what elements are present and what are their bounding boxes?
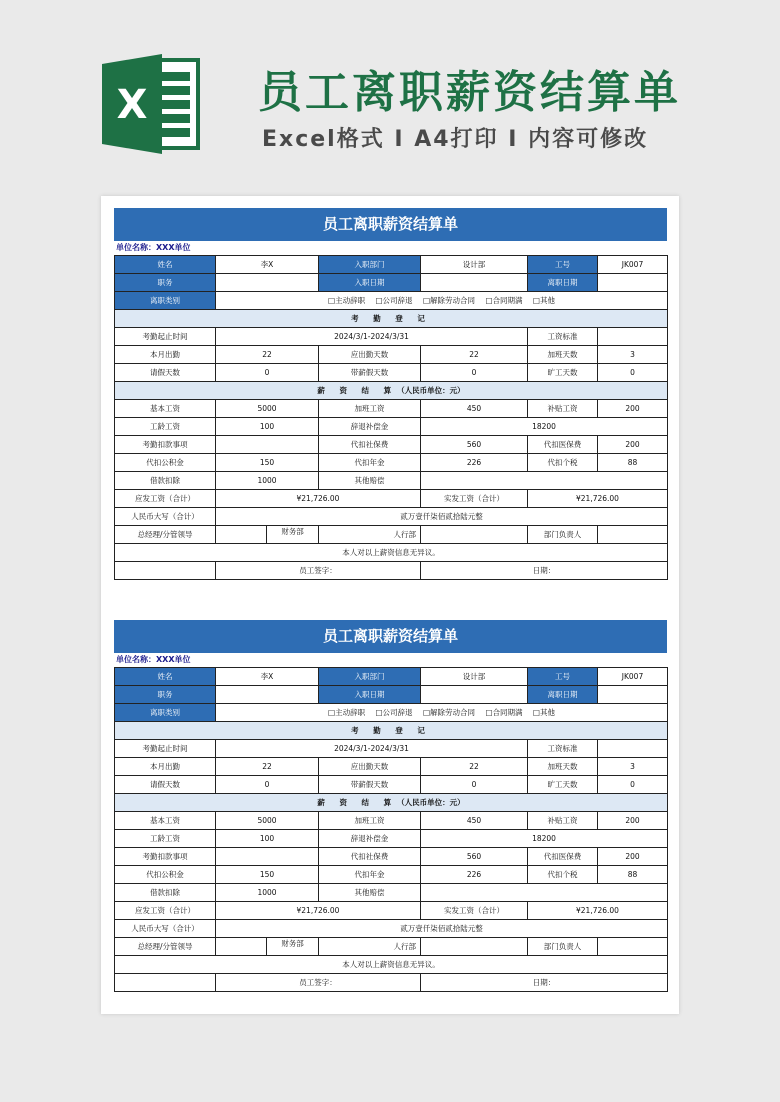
value-seniority-wage[interactable]: 100	[216, 830, 319, 848]
label-other-compensation: 其他赔偿	[319, 884, 421, 902]
value-emp-no[interactable]: JK007	[598, 668, 668, 686]
label-income-tax: 代扣个税	[528, 866, 598, 884]
table-row	[115, 794, 668, 812]
excel-logo-icon	[100, 52, 204, 156]
table-row	[115, 400, 668, 418]
value-medical-insurance[interactable]: 200	[598, 436, 668, 454]
confirm-statement: 本人对以上薪资信息无异议。	[115, 956, 668, 974]
label-social-security: 代扣社保费	[319, 436, 421, 454]
value-annuity[interactable]: 226	[421, 454, 528, 472]
employee-signature-field[interactable]: 员工签字：	[216, 562, 421, 580]
value-absent-days[interactable]: 0	[598, 776, 668, 794]
label-rmb-upper: 人民币大写（合计）	[115, 920, 216, 938]
date-field[interactable]: 日期：	[421, 562, 668, 580]
checkbox-terminate-contract[interactable]: □解除劳动合同	[422, 708, 476, 717]
unit-name: 单位名称：XXX单位	[116, 655, 191, 664]
form-title: 员工离职薪资结算单	[114, 620, 667, 653]
value-social-security[interactable]: 560	[421, 848, 528, 866]
value-due-days[interactable]: 22	[421, 346, 528, 364]
value-dept-head-sign[interactable]	[598, 526, 668, 544]
checkbox-contract-expired[interactable]: □合同期满	[485, 708, 523, 717]
label-dept: 入职部门	[319, 668, 421, 686]
label-other-compensation: 其他赔偿	[319, 472, 421, 490]
value-position[interactable]	[216, 686, 319, 704]
value-annuity[interactable]: 226	[421, 866, 528, 884]
unit-name: 单位名称：XXX单位	[116, 243, 191, 252]
value-month-attendance[interactable]: 22	[216, 346, 319, 364]
label-gross-pay: 应发工资（合计）	[115, 902, 216, 920]
value-income-tax[interactable]: 88	[598, 454, 668, 472]
table-row	[115, 382, 668, 400]
table-row	[115, 346, 668, 364]
table-row	[115, 884, 668, 902]
label-finance: 财务部	[216, 938, 319, 956]
value-income-tax[interactable]: 88	[598, 866, 668, 884]
label-severance: 辞退补偿金	[319, 830, 421, 848]
table-row	[115, 740, 668, 758]
section-salary: 薪 资 结 算（人民币单位：元）	[115, 382, 668, 400]
label-net-pay: 实发工资（合计）	[421, 490, 528, 508]
value-finance-sign[interactable]: 人行部	[319, 526, 421, 544]
label-entry-date: 入职日期	[319, 274, 421, 292]
label-overtime-wage: 加班工资	[319, 400, 421, 418]
settlement-table	[114, 667, 668, 992]
table-row	[115, 920, 668, 938]
table-row	[115, 454, 668, 472]
label-leave-date: 离职日期	[528, 686, 598, 704]
settlement-table	[114, 255, 668, 580]
value-wage-standard[interactable]	[598, 740, 668, 758]
value-medical-insurance[interactable]: 200	[598, 848, 668, 866]
checkbox-voluntary[interactable]: □主动辞职	[327, 296, 366, 305]
table-row	[115, 418, 668, 436]
label-overtime-days: 加班天数	[528, 758, 598, 776]
table-row	[115, 328, 668, 346]
value-att-deduction[interactable]	[216, 436, 319, 454]
settlement-form-2	[114, 620, 667, 992]
label-loan-deduction: 借款扣除	[115, 884, 216, 902]
label-social-security: 代扣社保费	[319, 848, 421, 866]
label-seniority-wage: 工龄工资	[115, 830, 216, 848]
label-housing-fund: 代扣公积金	[115, 866, 216, 884]
value-dept[interactable]: 设计部	[421, 668, 528, 686]
label-absent-days: 旷工天数	[528, 776, 598, 794]
value-loan-deduction[interactable]: 1000	[216, 472, 319, 490]
checkbox-other[interactable]: □其他	[532, 296, 556, 305]
label-annuity: 代扣年金	[319, 866, 421, 884]
label-leave-type: 离职类别	[115, 292, 216, 310]
page-subtitle: Excel格式 I A4打印 I 内容可修改	[262, 127, 649, 152]
label-leave-days: 请假天数	[115, 776, 216, 794]
label-absent-days: 旷工天数	[528, 364, 598, 382]
value-att-period[interactable]: 2024/3/1-2024/3/31	[216, 740, 528, 758]
value-hr-sign[interactable]	[421, 526, 528, 544]
table-row	[115, 956, 668, 974]
value-housing-fund[interactable]: 150	[216, 866, 319, 884]
value-entry-date[interactable]	[421, 274, 528, 292]
label-medical-insurance: 代扣医保费	[528, 436, 598, 454]
section-attendance: 考 勤 登 记	[115, 310, 668, 328]
value-overtime-days[interactable]: 3	[598, 346, 668, 364]
signature-blank-left	[115, 562, 216, 580]
label-due-days: 应出勤天数	[319, 346, 421, 364]
value-base-wage[interactable]: 5000	[216, 400, 319, 418]
value-dept[interactable]: 设计部	[421, 256, 528, 274]
checkbox-dismissed[interactable]: □公司辞退	[375, 296, 413, 305]
value-name[interactable]: 李X	[216, 668, 319, 686]
value-position[interactable]	[216, 274, 319, 292]
label-overtime-days: 加班天数	[528, 346, 598, 364]
value-net-pay[interactable]: ¥21,726.00	[528, 490, 668, 508]
svg-text:X: X	[116, 82, 148, 128]
label-dept: 入职部门	[319, 256, 421, 274]
value-emp-no[interactable]: JK007	[598, 256, 668, 274]
label-dept-head: 部门负责人	[528, 938, 598, 956]
label-gm: 总经理/分管领导	[115, 938, 216, 956]
label-finance: 财务部	[216, 526, 319, 544]
label-net-pay: 实发工资（合计）	[421, 902, 528, 920]
table-row	[115, 292, 668, 310]
value-base-wage[interactable]: 5000	[216, 812, 319, 830]
label-allowance: 补贴工资	[528, 812, 598, 830]
value-name[interactable]: 李X	[216, 256, 319, 274]
value-gross-pay[interactable]: ¥21,726.00	[216, 490, 421, 508]
table-row	[115, 364, 668, 382]
value-allowance[interactable]: 200	[598, 400, 668, 418]
table-row	[115, 830, 668, 848]
label-gm: 总经理/分管领导	[115, 526, 216, 544]
value-severance[interactable]: 18200	[421, 418, 668, 436]
value-finance-sign[interactable]: 人行部	[319, 938, 421, 956]
table-row	[115, 776, 668, 794]
label-att-deduction: 考勤扣款事项	[115, 848, 216, 866]
label-att-deduction: 考勤扣款事项	[115, 436, 216, 454]
value-housing-fund[interactable]: 150	[216, 454, 319, 472]
label-dept-head: 部门负责人	[528, 526, 598, 544]
value-month-attendance[interactable]: 22	[216, 758, 319, 776]
label-entry-date: 入职日期	[319, 686, 421, 704]
value-hr-sign[interactable]	[421, 938, 528, 956]
label-paid-leave-days: 带薪假天数	[319, 776, 421, 794]
label-due-days: 应出勤天数	[319, 758, 421, 776]
label-severance: 辞退补偿金	[319, 418, 421, 436]
label-leave-days: 请假天数	[115, 364, 216, 382]
label-allowance: 补贴工资	[528, 400, 598, 418]
label-name: 姓名	[115, 256, 216, 274]
value-leave-date[interactable]	[598, 274, 668, 292]
value-severance[interactable]: 18200	[421, 830, 668, 848]
value-paid-leave-days[interactable]: 0	[421, 776, 528, 794]
value-att-deduction[interactable]	[216, 848, 319, 866]
table-row	[115, 902, 668, 920]
value-leave-days[interactable]: 0	[216, 776, 319, 794]
value-social-security[interactable]: 560	[421, 436, 528, 454]
value-att-period[interactable]: 2024/3/1-2024/3/31	[216, 328, 528, 346]
date-field[interactable]: 日期：	[421, 974, 668, 992]
table-row	[115, 472, 668, 490]
label-loan-deduction: 借款扣除	[115, 472, 216, 490]
page-title: 员工离职薪资结算单	[258, 67, 681, 118]
label-base-wage: 基本工资	[115, 812, 216, 830]
table-row	[115, 310, 668, 328]
table-row	[115, 544, 668, 562]
value-leave-days[interactable]: 0	[216, 364, 319, 382]
label-emp-no: 工号	[528, 668, 598, 686]
table-row	[115, 848, 668, 866]
label-paid-leave-days: 带薪假天数	[319, 364, 421, 382]
value-rmb-upper[interactable]: 贰万壹仟柒佰贰拾陆元整	[216, 920, 668, 938]
value-other-compensation[interactable]	[421, 472, 668, 490]
label-gross-pay: 应发工资（合计）	[115, 490, 216, 508]
table-row	[115, 866, 668, 884]
value-leave-date[interactable]	[598, 686, 668, 704]
settlement-form-1	[114, 208, 667, 580]
table-row	[115, 436, 668, 454]
value-allowance[interactable]: 200	[598, 812, 668, 830]
value-overtime-wage[interactable]: 450	[421, 400, 528, 418]
label-att-period: 考勤起止时间	[115, 740, 216, 758]
value-overtime-days[interactable]: 3	[598, 758, 668, 776]
leave-type-options	[216, 704, 668, 722]
value-seniority-wage[interactable]: 100	[216, 418, 319, 436]
form-title: 员工离职薪资结算单	[114, 208, 667, 241]
label-month-attendance: 本月出勤	[115, 758, 216, 776]
label-leave-date: 离职日期	[528, 274, 598, 292]
label-seniority-wage: 工龄工资	[115, 418, 216, 436]
value-absent-days[interactable]: 0	[598, 364, 668, 382]
label-leave-type: 离职类别	[115, 704, 216, 722]
label-base-wage: 基本工资	[115, 400, 216, 418]
label-att-period: 考勤起止时间	[115, 328, 216, 346]
label-housing-fund: 代扣公积金	[115, 454, 216, 472]
label-medical-insurance: 代扣医保费	[528, 848, 598, 866]
label-month-attendance: 本月出勤	[115, 346, 216, 364]
signature-blank-left	[115, 974, 216, 992]
value-due-days[interactable]: 22	[421, 758, 528, 776]
checkbox-voluntary[interactable]: □主动辞职	[327, 708, 366, 717]
checkbox-dismissed[interactable]: □公司辞退	[375, 708, 413, 717]
section-salary: 薪 资 结 算（人民币单位：元）	[115, 794, 668, 812]
checkbox-terminate-contract[interactable]: □解除劳动合同	[422, 296, 476, 305]
table-row	[115, 562, 668, 580]
table-row	[115, 490, 668, 508]
label-wage-standard: 工资标准	[528, 740, 598, 758]
value-gross-pay[interactable]: ¥21,726.00	[216, 902, 421, 920]
value-wage-standard[interactable]	[598, 328, 668, 346]
label-emp-no: 工号	[528, 256, 598, 274]
employee-signature-field[interactable]: 员工签字：	[216, 974, 421, 992]
table-row	[115, 722, 668, 740]
value-rmb-upper[interactable]: 贰万壹仟柒佰贰拾陆元整	[216, 508, 668, 526]
value-dept-head-sign[interactable]	[598, 938, 668, 956]
table-row	[115, 704, 668, 722]
label-name: 姓名	[115, 668, 216, 686]
value-entry-date[interactable]	[421, 686, 528, 704]
value-overtime-wage[interactable]: 450	[421, 812, 528, 830]
section-attendance: 考 勤 登 记	[115, 722, 668, 740]
table-row	[115, 686, 668, 704]
table-row	[115, 668, 668, 686]
label-income-tax: 代扣个税	[528, 454, 598, 472]
table-row	[115, 526, 668, 544]
table-row	[115, 812, 668, 830]
label-annuity: 代扣年金	[319, 454, 421, 472]
checkbox-contract-expired[interactable]: □合同期满	[485, 296, 523, 305]
table-row	[115, 974, 668, 992]
label-position: 职务	[115, 274, 216, 292]
value-other-compensation[interactable]	[421, 884, 668, 902]
confirm-statement: 本人对以上薪资信息无异议。	[115, 544, 668, 562]
label-position: 职务	[115, 686, 216, 704]
table-row	[115, 274, 668, 292]
checkbox-other[interactable]: □其他	[532, 708, 556, 717]
value-net-pay[interactable]: ¥21,726.00	[528, 902, 668, 920]
table-row	[115, 758, 668, 776]
sheet-preview	[101, 196, 679, 1014]
value-loan-deduction[interactable]: 1000	[216, 884, 319, 902]
table-row	[115, 508, 668, 526]
table-row	[115, 256, 668, 274]
leave-type-options	[216, 292, 668, 310]
label-rmb-upper: 人民币大写（合计）	[115, 508, 216, 526]
label-overtime-wage: 加班工资	[319, 812, 421, 830]
value-paid-leave-days[interactable]: 0	[421, 364, 528, 382]
label-wage-standard: 工资标准	[528, 328, 598, 346]
table-row	[115, 938, 668, 956]
